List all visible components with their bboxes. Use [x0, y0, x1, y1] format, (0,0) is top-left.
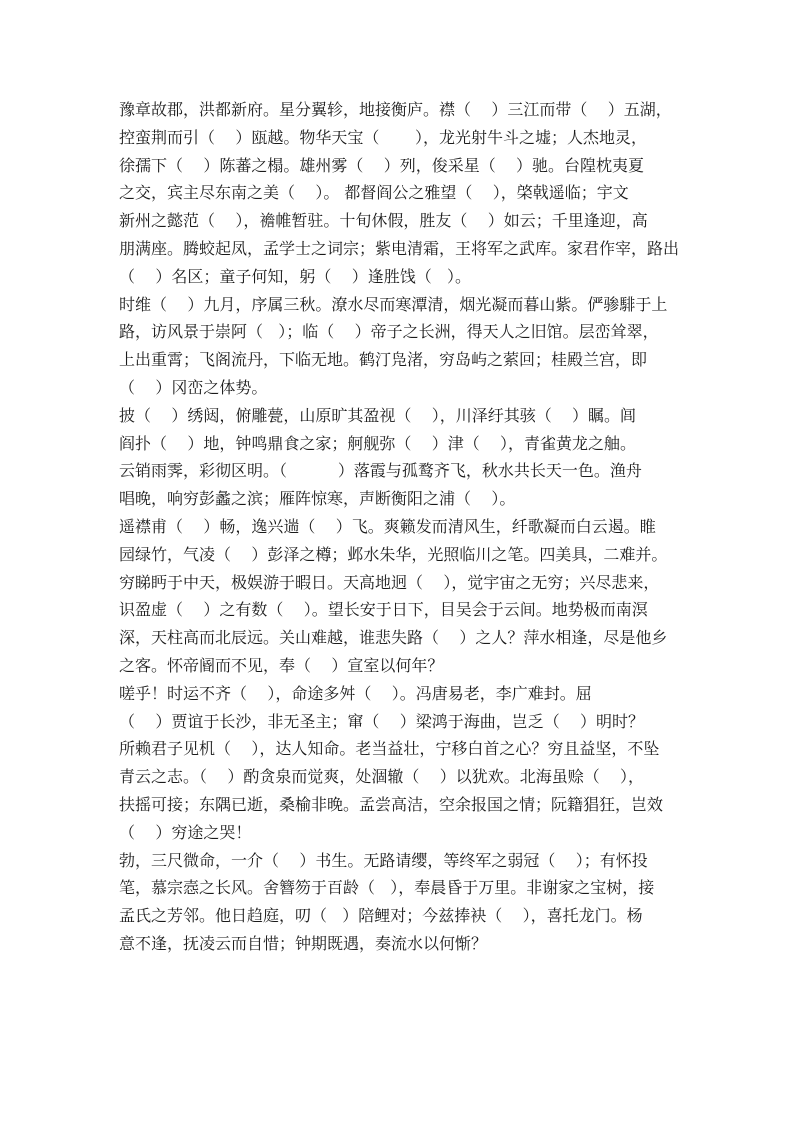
text-line: （ ）名区；童子何知，躬（ ）逢胜饯（ ）。 — [119, 266, 471, 286]
text-line: 上出重霄；飞阁流丹，下临无地。鹤汀凫渚，穷岛屿之萦回；桂殿兰宫，即 — [119, 350, 648, 370]
text-line: 豫章故郡，洪都新府。星分翼轸，地接衡庐。襟（ ）三江而带（ ）五湖， — [119, 100, 672, 119]
text-line: 时维（ ）九月，序属三秋。潦水尽而寒潭清，烟光凝而暮山紫。俨骖騑于上 — [119, 294, 668, 314]
text-line: （ ）穷途之哭！ — [119, 822, 252, 842]
text-line: 徐孺下（ ）陈蕃之榻。雄州雾（ ）列，俊采星（ ）驰。台隍枕夷夏 — [119, 155, 645, 175]
text-line: 云销雨霁，彩彻区明。（ ）落霞与孤鹜齐飞，秋水共长天一色。渔舟 — [119, 461, 642, 481]
text-line: 孟氏之芳邻。他日趋庭，叨（ ）陪鲤对；今兹捧袂（ ），喜托龙门。杨 — [119, 906, 643, 926]
text-line: 之客。怀帝阍而不见，奉（ ）宣室以何年？ — [119, 655, 444, 675]
text-body — [119, 96, 699, 958]
text-line: 披（ ）绣闼，俯雕甍，山原旷其盈视（ ），川泽纡其骇（ ）瞩。闾 — [119, 405, 637, 425]
text-line: 识盈虚（ ）之有数（ ）。望长安于日下，目吴会于云间。地势极而南溟 — [119, 600, 648, 620]
text-line: 扶摇可接；东隅已逝，桑榆非晚。孟尝高洁，空余报国之情；阮籍猖狂，岂效 — [119, 794, 664, 814]
text-line: （ ）贾谊于长沙，非无圣主；窜（ ）梁鸿于海曲，岂乏（ ）明时？ — [119, 711, 645, 731]
text-line: 嗟乎！时运不齐（ ），命途多舛（ ）。冯唐易老，李广难封。屈 — [119, 683, 592, 703]
text-line: （ ）冈峦之体势。 — [119, 377, 268, 397]
text-line: 新州之懿范（ ），襜帷暂驻。十旬休假，胜友（ ）如云；千里逢迎，高 — [119, 211, 648, 231]
text-line: 朋满座。腾蛟起凤，孟学士之词宗；紫电清霜，王将军之武库。家君作宰，路出 — [119, 238, 680, 258]
text-line: 意不逢，抚凌云而自惜；钟期既遇，奏流水以何惭？ — [119, 933, 488, 953]
text-line: 控蛮荆而引（ ）瓯越。物华天宝（ ），龙光射牛斗之墟；人杰地灵， — [119, 127, 647, 147]
text-line: 穷睇眄于中天，极娱游于暇日。天高地迥（ ），觉宇宙之无穷；兴尽悲来， — [119, 572, 660, 592]
text-line: 遥襟甫（ ）畅，逸兴遄（ ）飞。爽籁发而清风生，纤歌凝而白云遏。睢 — [119, 516, 656, 536]
text-line: 青云之志。（ ）酌贪泉而觉爽，处涸辙（ ）以犹欢。北海虽赊（ ）， — [119, 767, 645, 787]
text-line: 之交，宾主尽东南之美（ ）。 都督阎公之雅望（ ），棨戟遥临；宇文 — [119, 183, 629, 203]
text-line: 阎扑（ ）地，钟鸣鼎食之家；舸舰弥（ ）津（ ），青雀黄龙之舳。 — [119, 433, 637, 453]
text-line: 唱晚，响穷彭蠡之滨；雁阵惊寒，声断衡阳之浦（ ）。 — [119, 489, 516, 509]
text-line: 勃，三尺微命，一介（ ）书生。无路请缨，等终军之弱冠（ ）；有怀投 — [119, 850, 648, 870]
text-line: 园绿竹，气凌（ ）彭泽之樽；邺水朱华，光照临川之笔。四美具，二难并。 — [119, 544, 668, 564]
text-line: 所赖君子见机（ ），达人知命。老当益壮，宁移白首之心？穷且益坚，不坠 — [119, 739, 660, 759]
text-line: 笔，慕宗悫之长风。舍簪笏于百龄（ ），奉晨昏于万里。非谢家之宝树，接 — [119, 878, 655, 898]
text-line: 深，天柱高而北辰远。关山难越，谁悲失路（ ）之人？萍水相逢，尽是他乡 — [119, 628, 668, 648]
text-line: 路，访风景于崇阿（ ）；临（ ）帝子之长洲，得天人之旧馆。层峦耸翠， — [119, 322, 659, 342]
